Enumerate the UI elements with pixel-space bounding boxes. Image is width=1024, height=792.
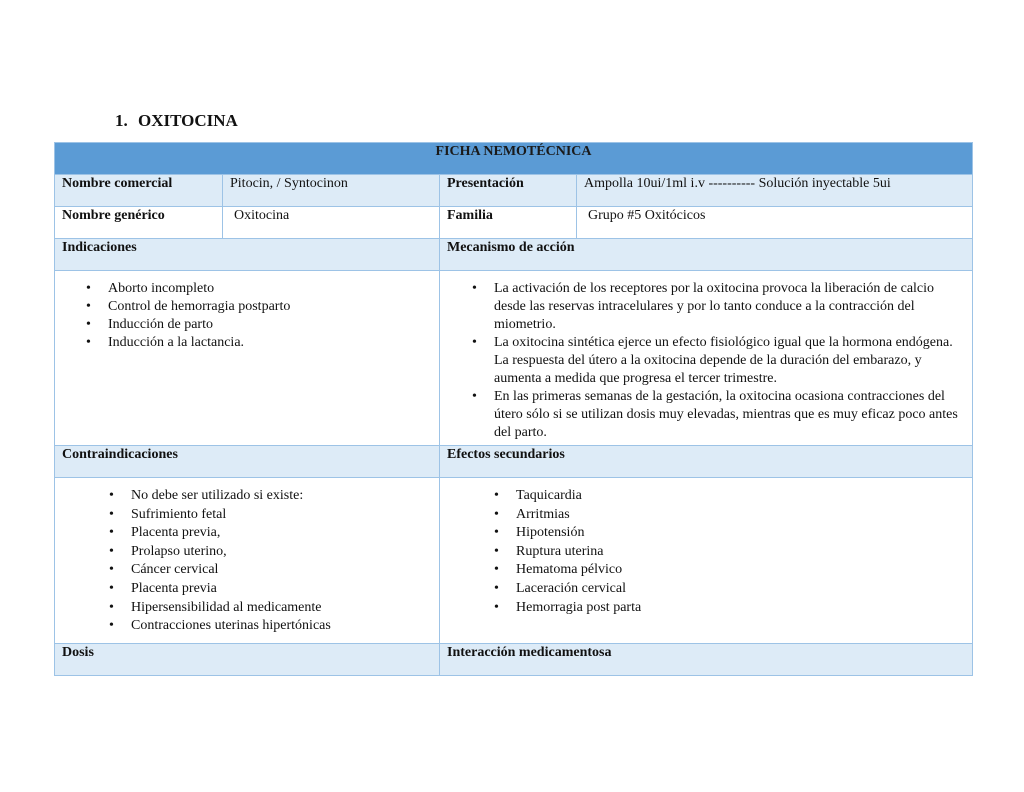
- list-item: • Placenta previa: [131, 580, 432, 599]
- table-row: [55, 478, 973, 644]
- list-item: • Aborto incompleto: [108, 280, 432, 298]
- section-number: 1.: [115, 111, 128, 130]
- list-item: • Cáncer cervical: [131, 561, 432, 580]
- table-title: FICHA NEMOTÉCNICA: [55, 143, 973, 175]
- mecanismo-cell: [440, 271, 973, 446]
- dosis-label: Dosis: [55, 644, 440, 676]
- contraindicaciones-list: [62, 478, 432, 636]
- list-item: • Ruptura uterina: [516, 543, 965, 562]
- contraindicaciones-label: Contraindicaciones: [55, 446, 440, 478]
- list-item: • En las primeras semanas de la gestación, la oxitocina ocasiona contracciones del útero sólo si se utilizan dosis muy elevadas, mientras que es muy eficaz poco antes del parto.: [494, 388, 963, 442]
- contraindicaciones-cell: [55, 478, 440, 644]
- list-item: • Hemorragia post parta: [516, 599, 965, 618]
- list-item: • Laceración cervical: [516, 580, 965, 599]
- list-item: • La oxitocina sintética ejerce un efecto fisiológico igual que la hormona endógena. La respuesta del útero a la oxitocina depende de la duración del embarazo, y aumenta a medida que progresa el tercer trimestre.: [494, 334, 963, 388]
- list-item: • Hipersensibilidad al medicamente: [131, 599, 432, 618]
- table-title-row: [55, 143, 973, 175]
- table-row: [55, 175, 973, 207]
- list-item: • Arritmias: [516, 506, 965, 525]
- list-item: • Hipotensión: [516, 524, 965, 543]
- indicaciones-list: [62, 271, 432, 352]
- table-row: [55, 207, 973, 239]
- list-item: • Control de hemorragia postparto: [108, 298, 432, 316]
- mecanismo-label: Mecanismo de acción: [440, 239, 973, 271]
- efectos-cell: [440, 478, 973, 644]
- list-item: • Prolapso uterino,: [131, 543, 432, 562]
- familia-label: Familia: [440, 207, 577, 239]
- presentacion-label: Presentación: [440, 175, 577, 207]
- indicaciones-cell: [55, 271, 440, 446]
- list-item: • La activación de los receptores por la oxitocina provoca la liberación de calcio desde las reservas intracelulares y por lo tanto conduce a la contracción del miometrio.: [494, 280, 963, 334]
- list-item: • Contracciones uterinas hipertónicas: [131, 617, 432, 636]
- section-title: OXITOCINA: [138, 111, 238, 130]
- list-item: • Taquicardia: [516, 487, 965, 506]
- nombre-generico-value: Oxitocina: [223, 207, 440, 239]
- efectos-label: Efectos secundarios: [440, 446, 973, 478]
- nombre-comercial-label: Nombre comercial: [55, 175, 223, 207]
- nombre-generico-label: Nombre genérico: [55, 207, 223, 239]
- list-item: • Sufrimiento fetal: [131, 506, 432, 525]
- table-row: [55, 239, 973, 271]
- indicaciones-label: Indicaciones: [55, 239, 440, 271]
- table-row: [55, 644, 973, 676]
- familia-value: Grupo #5 Oxitócicos: [577, 207, 973, 239]
- table-row: [55, 271, 973, 446]
- list-item: • Inducción de parto: [108, 316, 432, 334]
- presentacion-value: Ampolla 10ui/1ml i.v ---------- Solución inyectable 5ui: [577, 175, 973, 207]
- mecanismo-list: [447, 271, 963, 442]
- list-item: • No debe ser utilizado si existe:: [131, 487, 432, 506]
- efectos-list: [447, 478, 965, 617]
- nombre-comercial-value: Pitocin, / Syntocinon: [223, 175, 440, 207]
- list-item: • Inducción a la lactancia.: [108, 334, 432, 352]
- ficha-table: [54, 142, 973, 676]
- section-heading: [115, 111, 238, 131]
- list-item: • Hematoma pélvico: [516, 561, 965, 580]
- table-row: [55, 446, 973, 478]
- list-item: • Placenta previa,: [131, 524, 432, 543]
- interaccion-label: Interacción medicamentosa: [440, 644, 973, 676]
